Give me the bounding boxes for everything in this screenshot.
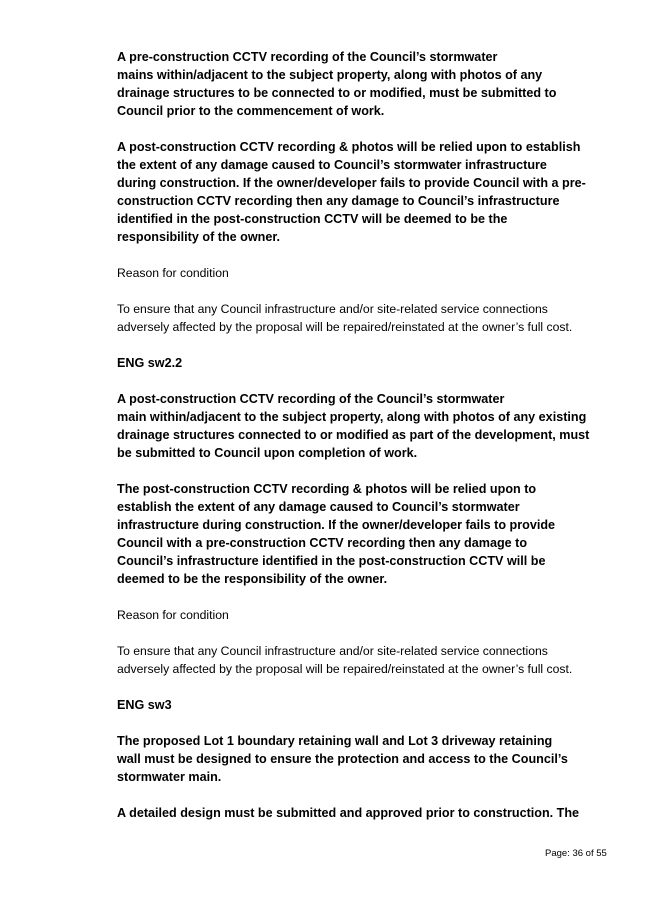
text-line: drainage structures to be connected to or modified, must be submitted to xyxy=(117,86,557,100)
text-line: during construction. If the owner/developer fails to provide Council with a pre- xyxy=(117,176,586,190)
section-heading-eng-sw3: ENG sw3 xyxy=(117,698,172,712)
text-line: construction CCTV recording then any damage to Council’s infrastructure xyxy=(117,194,560,208)
document-body xyxy=(117,48,612,840)
page-number: Page: 36 of 55 xyxy=(545,848,607,859)
text-line: adversely affected by the proposal will be repaired/reinstated at the owner’s full cost. xyxy=(117,320,573,334)
text-line: establish the extent of any damage caused to Council’s stormwater xyxy=(117,500,520,514)
post-construction-cctv-requirement-paragraph xyxy=(117,390,612,462)
text-line: the extent of any damage caused to Council’s stormwater infrastructure xyxy=(117,158,547,172)
post-construction-cctv-paragraph xyxy=(117,138,612,246)
text-line: The post-construction CCTV recording & photos will be relied upon to xyxy=(117,482,537,496)
text-line: responsibility of the owner. xyxy=(117,230,281,244)
text-line: wall must be designed to ensure the protection and access to the Council’s xyxy=(117,752,568,766)
text-line: identified in the post-construction CCTV will be deemed to be the xyxy=(117,212,508,226)
section-heading-eng-sw2-2: ENG sw2.2 xyxy=(117,356,183,370)
text-line: be submitted to Council upon completion of work. xyxy=(117,446,418,460)
text-line: A post-construction CCTV recording of the Council’s stormwater xyxy=(117,392,505,406)
retaining-wall-paragraph xyxy=(117,732,612,786)
text-line: To ensure that any Council infrastructure and/or site-related service connections xyxy=(117,302,548,316)
post-construction-damage-paragraph xyxy=(117,480,612,588)
reason-for-condition-label: Reason for condition xyxy=(117,608,229,622)
text-line: The proposed Lot 1 boundary retaining wall and Lot 3 driveway retaining xyxy=(117,734,553,748)
text-line: A pre-construction CCTV recording of the Council’s stormwater xyxy=(117,50,498,64)
text-line: Council with a pre-construction CCTV recording then any damage to xyxy=(117,536,528,550)
text-line: drainage structures connected to or modified as part of the development, must xyxy=(117,428,590,442)
text-line: main within/adjacent to the subject property, along with photos of any existing xyxy=(117,410,587,424)
text-line: adversely affected by the proposal will be repaired/reinstated at the owner’s full cost. xyxy=(117,662,573,676)
reason-for-condition-label: Reason for condition xyxy=(117,266,229,280)
text-line: mains within/adjacent to the subject property, along with photos of any xyxy=(117,68,543,82)
text-line: A detailed design must be submitted and approved prior to construction. The xyxy=(117,806,580,820)
text-line: Council’s infrastructure identified in the post-construction CCTV will be xyxy=(117,554,546,568)
detailed-design-paragraph xyxy=(117,804,612,822)
text-line: A post-construction CCTV recording & photos will be relied upon to establish xyxy=(117,140,581,154)
text-line: deemed to be the responsibility of the owner. xyxy=(117,572,388,586)
text-line: Council prior to the commencement of work. xyxy=(117,104,385,118)
text-line: infrastructure during construction. If the owner/developer fails to provide xyxy=(117,518,556,532)
reason-for-condition-text xyxy=(117,300,612,336)
text-line: stormwater main. xyxy=(117,770,222,784)
text-line: To ensure that any Council infrastructure and/or site-related service connections xyxy=(117,644,548,658)
pre-construction-cctv-paragraph xyxy=(117,48,612,120)
reason-for-condition-text xyxy=(117,642,612,678)
